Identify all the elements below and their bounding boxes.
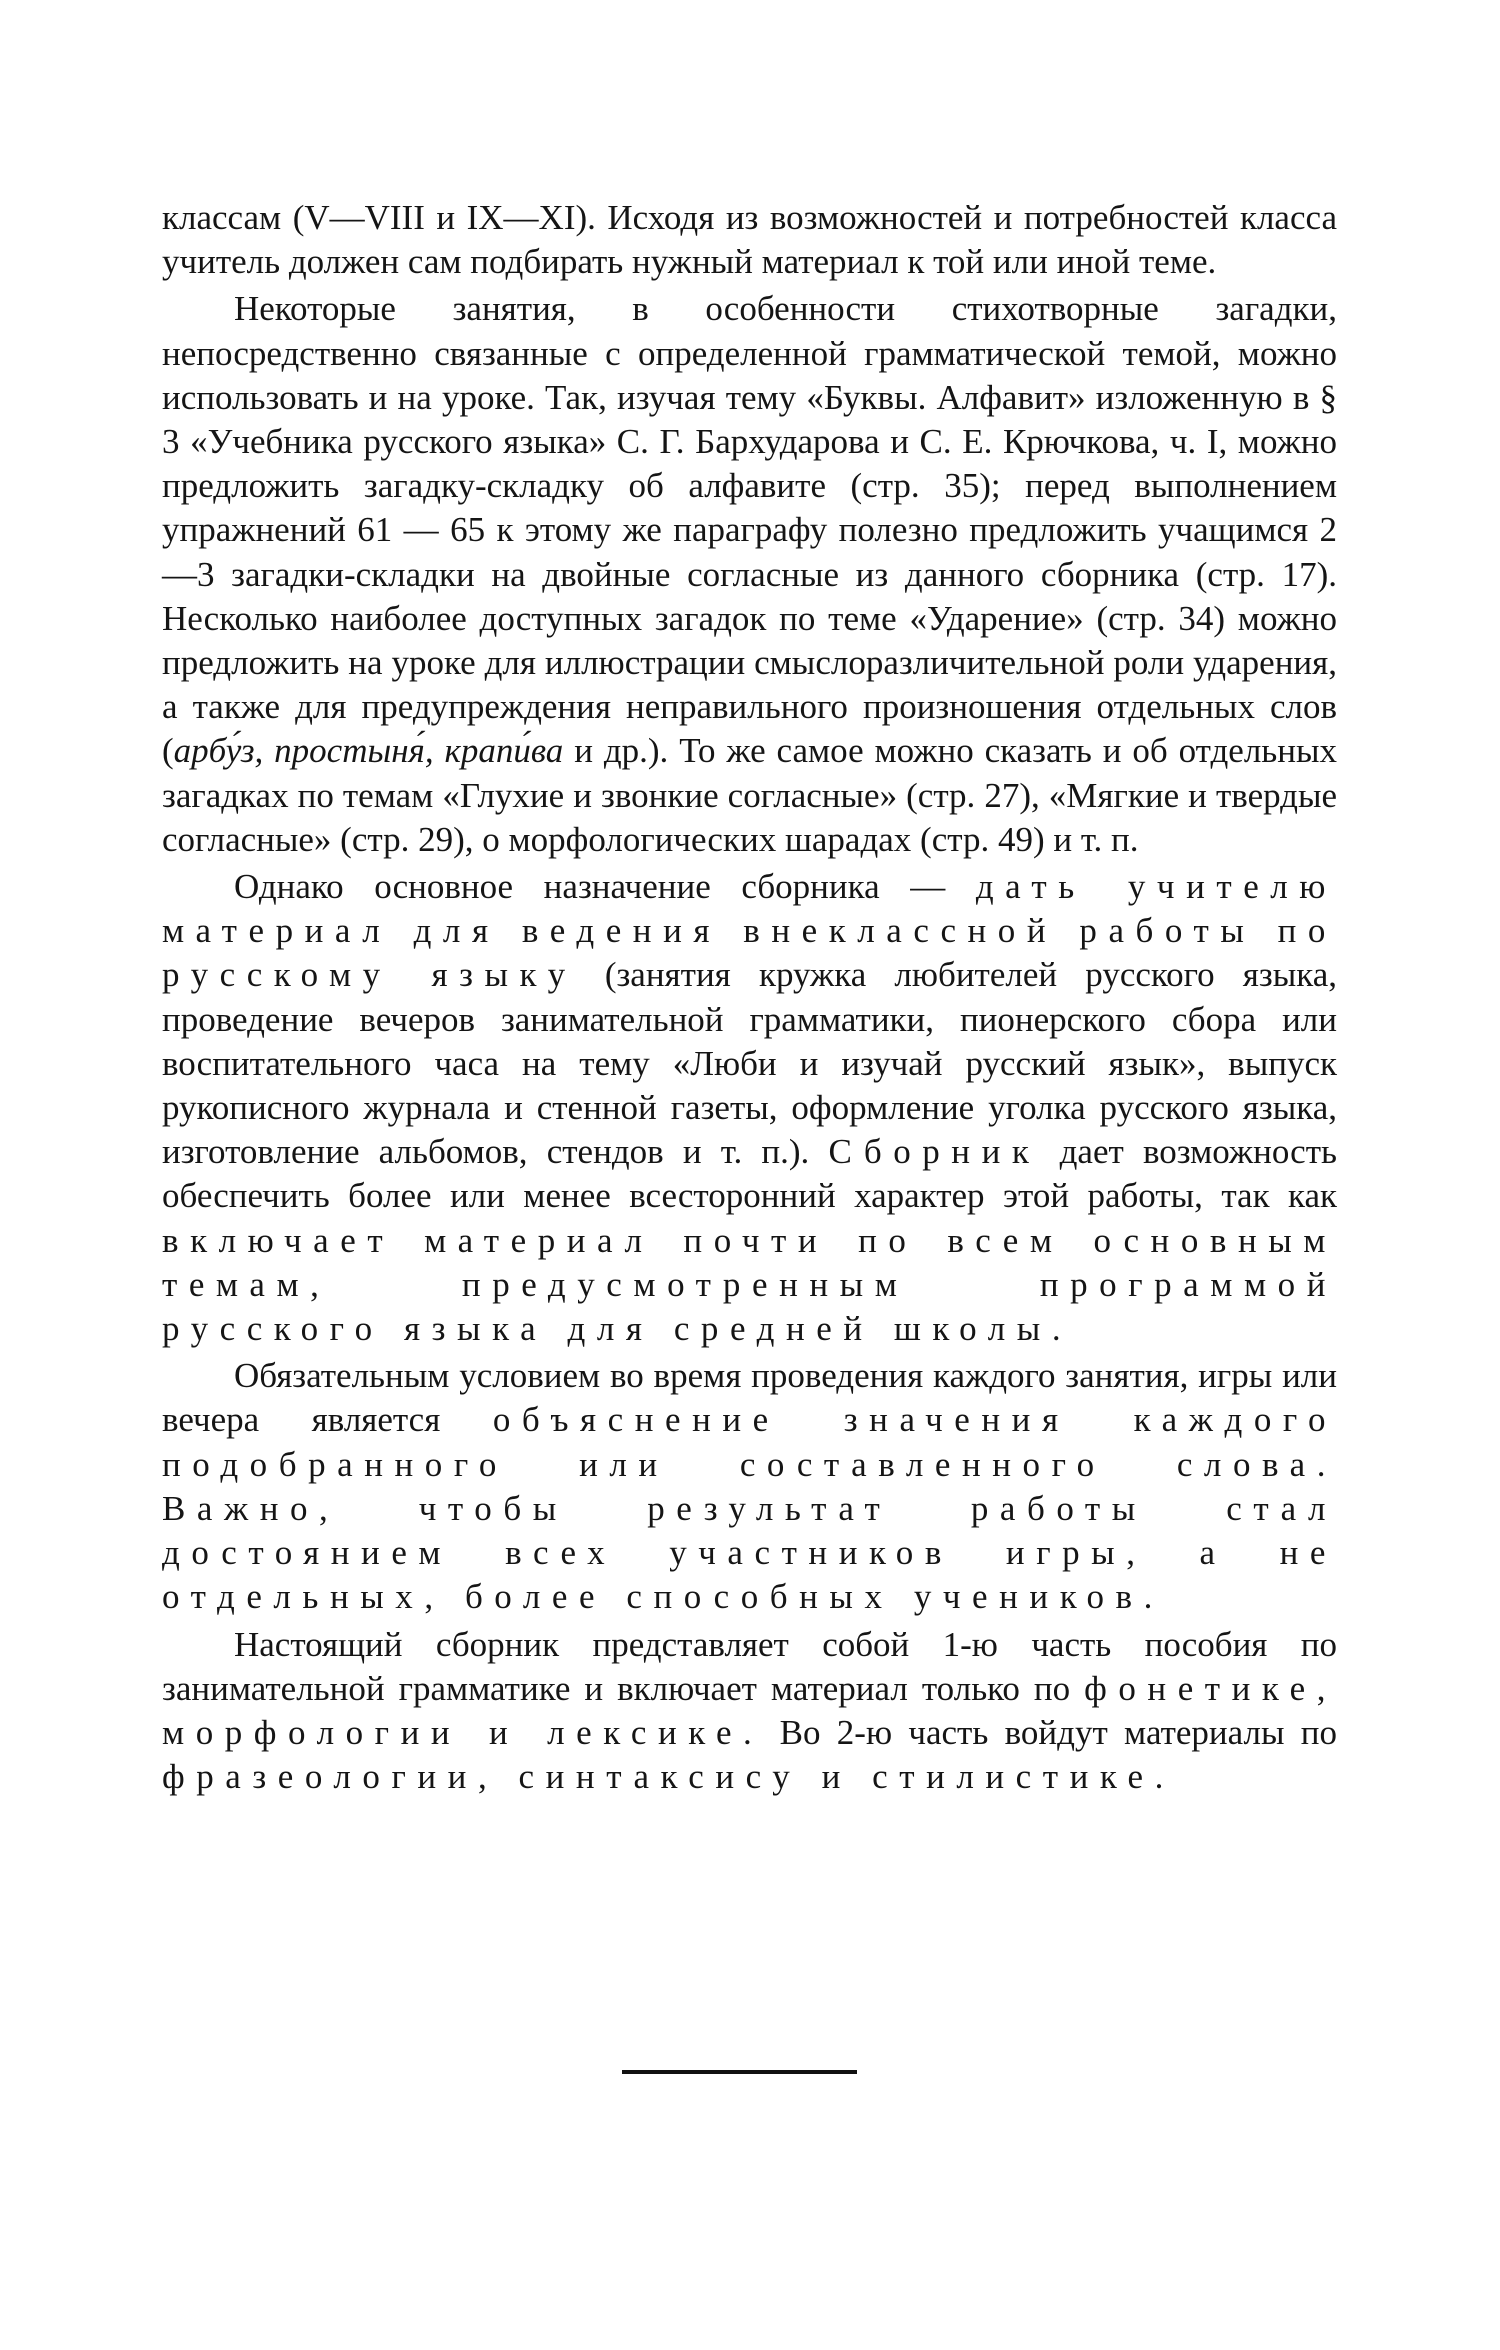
paragraph-1-text: классам (V—VIII и IX—XI). Исходя из возможностей и потребностей класса учитель должен сам подбирать нужный материал к той или иной теме.	[162, 198, 1337, 282]
paragraph-1	[162, 196, 1337, 284]
paragraph-5-text-middle: Во 2-ю часть войдут материалы по	[763, 1712, 1337, 1752]
paragraph-4-spaced-emphasis: объяснение значения каждого подобранного или составленного слова. Важно, чтобы результат работы стал достоянием всех участников игры, а не отдельных, более способных учеников.	[162, 1400, 1337, 1617]
paragraph-5-text-start: Настоящий сборник представляет собой 1-ю часть пособия по занимательной грамматике и включает материал только по	[162, 1624, 1337, 1708]
paragraph-5	[162, 1623, 1337, 1800]
paragraph-2-text-end: и др.). То же самое можно сказать и об отдельных загадках по темам «Глухие и звонкие согласные» (стр. 27), «Мягкие и твердые согласные» (стр. 29), о морфологических шарадах (стр. 49) и т. п.	[162, 731, 1337, 859]
end-rule-divider	[622, 2070, 857, 2074]
paragraph-3-spaced-emphasis-2: Сборник	[828, 1132, 1041, 1172]
document-page	[162, 196, 1337, 1799]
paragraph-5-spaced-emphasis-1: фонетике, морфологии и лексике.	[162, 1668, 1337, 1752]
paragraph-2	[162, 287, 1337, 862]
paragraph-4-text-start: Обязательным условием во время проведения каждого занятия, игры или вечера является	[162, 1356, 1337, 1440]
paragraph-3-text-middle-2: дает возможность обеспечить более или менее всесторонний характер этой работы, так как	[162, 1132, 1337, 1216]
paragraph-3-spaced-emphasis-1: дать учителю материал для ведения внеклассной работы по русскому языку	[162, 867, 1338, 995]
paragraph-3-text-middle: (занятия кружка любителей русского языка, проведение вечеров занимательной грамматики, пионерского сбора или воспитательного часа на тему «Люби и изучай русский язык», выпуск рукописного журнала и стенной газеты, оформление уголка русского языка, изготовление альбомов, стендов и т. п.).	[162, 955, 1337, 1172]
paragraph-3-text-start: Однако основное назначение сборника —	[234, 867, 976, 907]
paragraph-2-text-start: Некоторые занятия, в особенности стихотворные загадки, непосредственно связанные с определенной грамматической темой, можно использовать и на уроке. Так, изучая тему «Буквы. Алфавит» изложенную в § 3 «Учебника русского языка» С. Г. Бархударова и С. Е. Крючкова, ч. I, можно предложить загадку-складку об алфавите (стр. 35); перед выполнением упражнений 61 — 65 к этому же параграфу полезно предложить учащимся 2—3 загадки-складки на двойные согласные из данного сборника (стр. 17). Несколько наиболее доступных загадок по теме «Ударение» (стр. 34) можно предложить на уроке для иллюстрации смыслоразличительной роли ударения, а также для предупреждения неправильного произношения отдельных слов (	[162, 289, 1337, 771]
paragraph-2-italic-examples: арбу́з, простыня́, крапи́ва	[173, 731, 564, 771]
paragraph-3-spaced-emphasis-3: включает материал почти по всем основным темам, предусмотренным программой русского языка для средней школы.	[162, 1220, 1337, 1349]
paragraph-4	[162, 1354, 1337, 1619]
paragraph-3	[162, 865, 1337, 1351]
paragraph-5-spaced-emphasis-2: фразеологии, синтаксису и стилистике.	[162, 1757, 1175, 1797]
